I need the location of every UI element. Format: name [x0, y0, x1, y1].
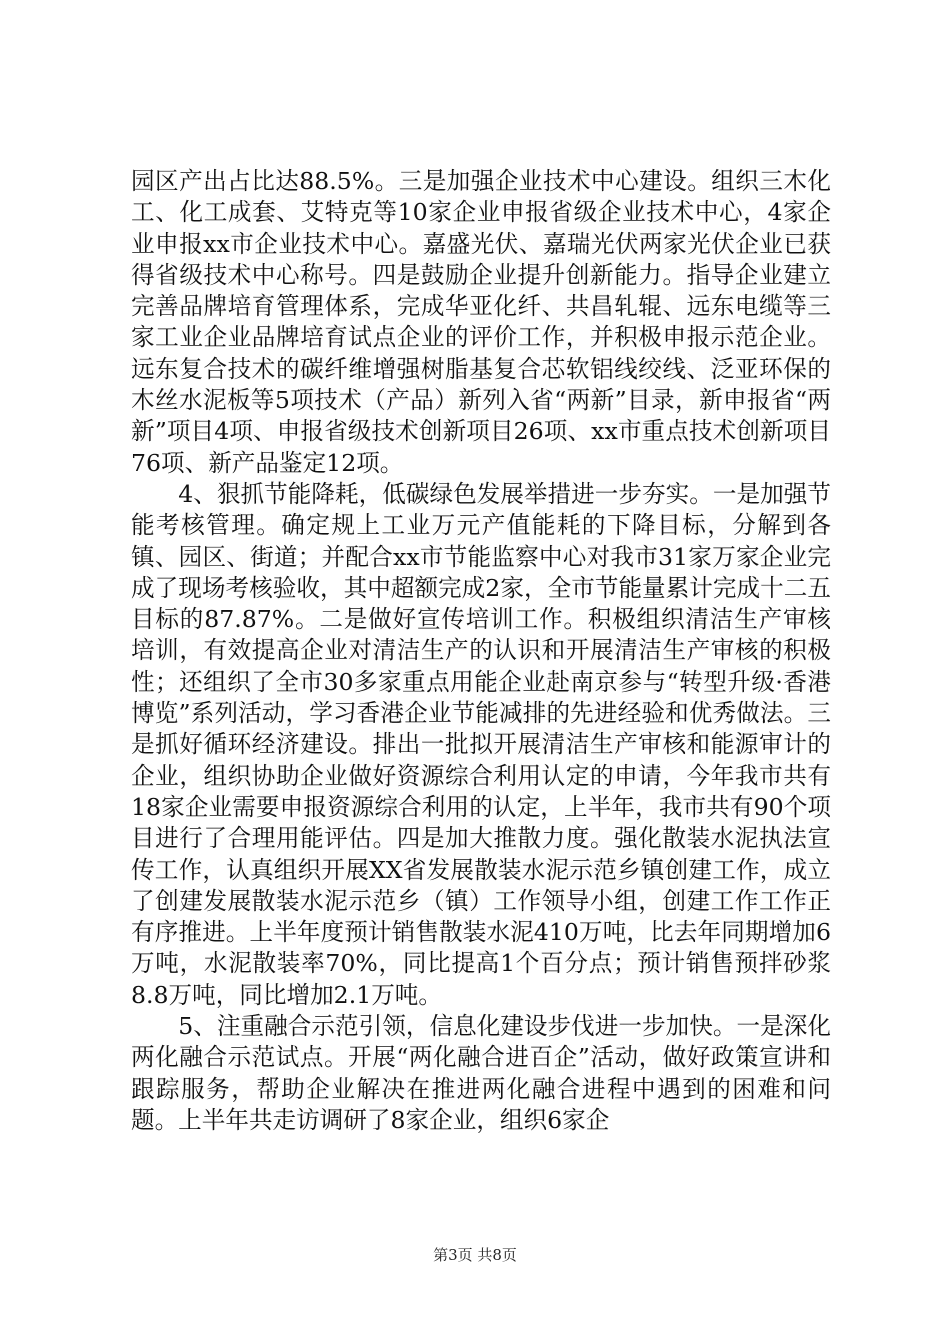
paragraph-informatization: 5、注重融合示范引领，信息化建设步伐进一步加快。一是深化两化融合示范试点。开展“两化融合进百企”活动，做好政策宣讲和跟踪服务，帮助企业解决在推进两化融合进程中遇到的困难和问题。上半年共走访调研了8家企业，组织6家企 [131, 1012, 831, 1134]
paragraph-energy-saving: 4、狠抓节能降耗，低碳绿色发展举措进一步夯实。一是加强节能考核管理。确定规上工业万元产值能耗的下降目标，分解到各镇、园区、街道；并配合xx市节能监察中心对我市31家万家企业完成了现场考核验收，其中超额完成2家，全市节能量累计完成十二五目标的87.87%。二是做好宣传培训工作。积极组织清洁生产审核培训，有效提高企业对清洁生产的认识和开展清洁生产审核的积极性；还组织了全市30多家重点用能企业赴南京参与“转型升级·香港博览”系列活动，学习香港企业节能减排的先进经验和优秀做法。三是抓好循环经济建设。排出一批拟开展清洁生产审核和能源审计的企业，组织协助企业做好资源综合利用认定的申请，今年我市共有18家企业需要申报资源综合利用的认定，上半年，我市共有90个项目进行了合理用能评估。四是加大推散力度。强化散装水泥执法宣传工作，认真组织开展XX省发展散装水泥示范乡镇创建工作，成立了创建发展散装水泥示范乡（镇）工作领导小组，创建工作工作正有序推进。上半年度预计销售散装水泥410万吨，比去年同期增加6万吨，水泥散装率70%，同比提高1个百分点；预计销售预拌砂浆8.8万吨，同比增加2.1万吨。 [131, 479, 831, 1009]
document-body [131, 166, 831, 1136]
page-footer: 第3页 共8页 [433, 1246, 517, 1264]
paragraph-continuation: 园区产出占比达88.5%。三是加强企业技术中心建设。组织三木化工、化工成套、艾特克等10家企业申报省级企业技术中心，4家企业申报xx市企业技术中心。嘉盛光伏、嘉瑞光伏两家光伏企业已获得省级技术中心称号。四是鼓励企业提升创新能力。指导企业建立完善品牌培育管理体系，完成华亚化纤、共昌轧辊、远东电缆等三家工业企业品牌培育试点企业的评价工作，并积极申报示范企业。远东复合技术的碳纤维增强树脂基复合芯软铝线绞线、泛亚环保的木丝水泥板等5项技术（产品）新列入省“两新”目录，新申报省“两新”项目4项、申报省级技术创新项目26项、xx市重点技术创新项目76项、新产品鉴定12项。 [131, 167, 831, 477]
